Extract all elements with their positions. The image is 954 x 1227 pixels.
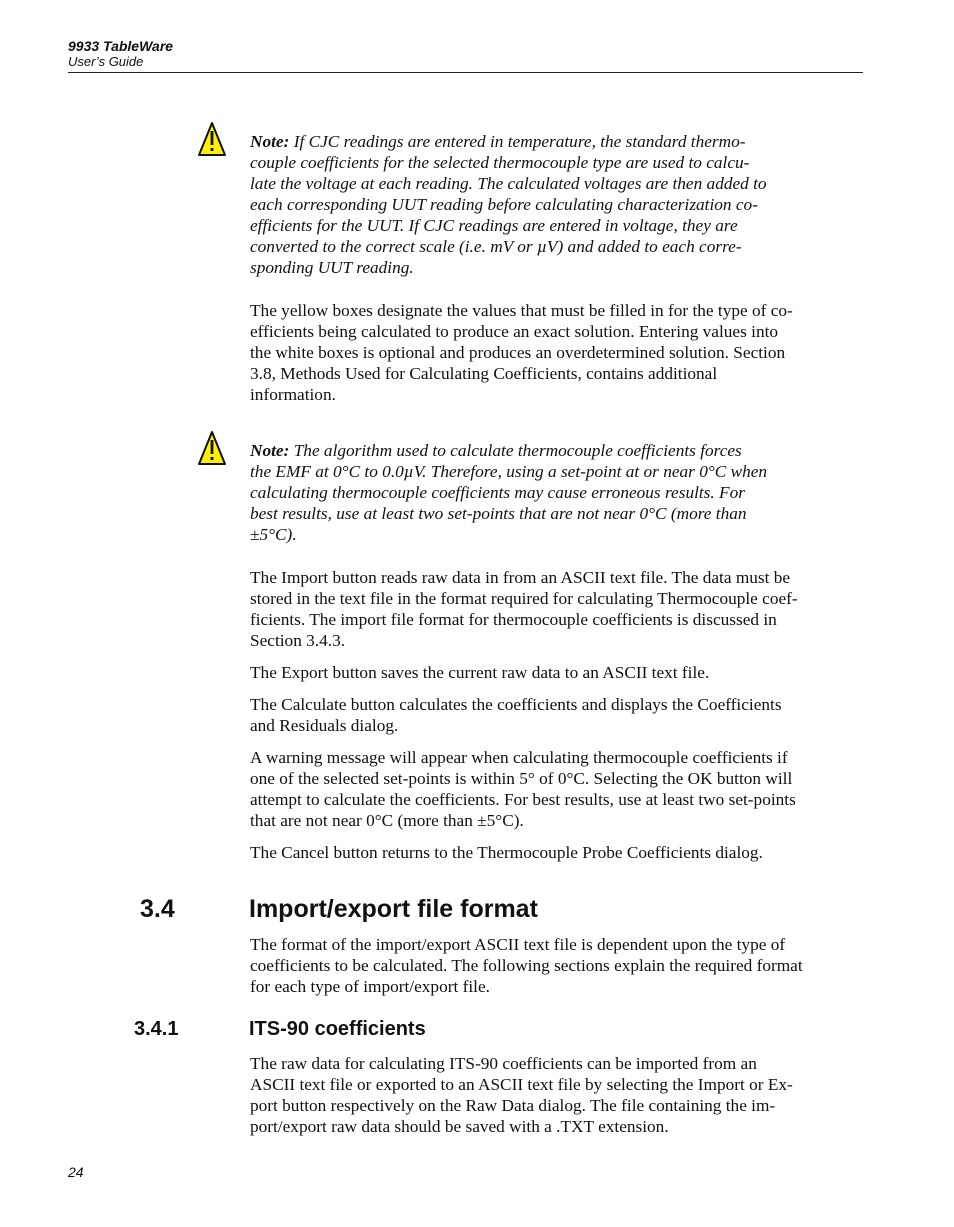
text-line: the white boxes is optional and produces an overdetermined solution. Section	[250, 343, 786, 362]
note-cjc	[250, 131, 830, 278]
warning-triangle-icon	[197, 120, 241, 160]
text-line: attempt to calculate the coefficients. For best results, use at least two set-points	[250, 790, 796, 809]
subsection-title: ITS-90 coefficients	[249, 1018, 426, 1040]
warning-triangle-icon	[197, 429, 241, 469]
note-line: best results, use at least two set-points that are not near 0°C (more than	[250, 504, 747, 523]
text-line: coefficients to be calculated. The following sections explain the required format	[250, 956, 803, 975]
text-line: for each type of import/export file.	[250, 977, 490, 996]
text-line: port/export raw data should be saved with a .TXT extension.	[250, 1117, 669, 1136]
text-line: The raw data for calculating ITS-90 coefficients can be imported from an	[250, 1054, 757, 1073]
text-line: ficients. The import file format for thermocouple coefficients is discussed in	[250, 610, 777, 629]
section-number: 3.4	[140, 895, 175, 923]
text-line: The Import button reads raw data in from an ASCII text file. The data must be	[250, 568, 791, 587]
text-line: that are not near 0°C (more than ±5°C).	[250, 811, 524, 830]
text-line: Section 3.4.3.	[250, 631, 346, 650]
paragraph-cancel-button	[250, 842, 763, 863]
paragraph-export-button	[250, 662, 709, 683]
paragraph-its90	[250, 1053, 793, 1137]
text-line: stored in the text file in the format required for calculating Thermocouple coef-	[250, 589, 798, 608]
note-line: If CJC readings are entered in temperature, the standard thermo-	[293, 132, 746, 151]
subsection-number: 3.4.1	[134, 1018, 179, 1040]
text-line: efficients being calculated to produce an exact solution. Entering values into	[250, 322, 779, 341]
note-line: the EMF at 0°C to 0.0µV. Therefore, using a set-point at or near 0°C when	[250, 462, 768, 481]
text-line: The yellow boxes designate the values that must be filled in for the type of co-	[250, 301, 793, 320]
note-line: converted to the correct scale (i.e. mV or µV) and added to each corre-	[250, 237, 742, 256]
paragraph-file-format	[250, 934, 803, 997]
text-line: port button respectively on the Raw Data dialog. The file containing the im-	[250, 1096, 776, 1115]
note-line: calculating thermocouple coefficients may cause erroneous results. For	[250, 483, 745, 502]
guide-subtitle: User’s Guide	[68, 54, 144, 69]
note-line: ±5°C).	[250, 525, 297, 544]
paragraph-import-button	[250, 567, 798, 651]
page-number: 24	[68, 1164, 84, 1180]
page-header	[68, 38, 863, 69]
text-line: The Cancel button returns to the Thermocouple Probe Coefficients dialog.	[250, 843, 763, 862]
product-title: 9933 TableWare	[68, 38, 174, 54]
header-rule	[68, 72, 863, 73]
note-line: late the voltage at each reading. The calculated voltages are then added to	[250, 174, 767, 193]
text-line: The format of the import/export ASCII text file is dependent upon the type of	[250, 935, 786, 954]
text-line: information.	[250, 385, 336, 404]
note-line: sponding UUT reading.	[250, 258, 414, 277]
text-line: The Calculate button calculates the coefficients and displays the Coefficients	[250, 695, 782, 714]
text-line: The Export button saves the current raw data to an ASCII text file.	[250, 663, 710, 682]
note-line: couple coefficients for the selected thermocouple type are used to calcu-	[250, 153, 750, 172]
note-algorithm	[250, 440, 830, 545]
paragraph-calculate-button	[250, 694, 782, 736]
note-label: Note:	[250, 441, 290, 460]
text-line: and Residuals dialog.	[250, 716, 399, 735]
text-line: A warning message will appear when calculating thermocouple coefficients if	[250, 748, 788, 767]
text-line: ASCII text file or exported to an ASCII text file by selecting the Import or Ex-	[250, 1075, 793, 1094]
text-line: one of the selected set-points is within 5° of 0°C. Selecting the OK button will	[250, 769, 793, 788]
note-line: efficients for the UUT. If CJC readings are entered in voltage, they are	[250, 216, 738, 235]
text-line: 3.8, Methods Used for Calculating Coefficients, contains additional	[250, 364, 718, 383]
paragraph-warning-message	[250, 747, 796, 831]
paragraph-yellow-boxes	[250, 300, 793, 405]
note-label: Note:	[250, 132, 290, 151]
note-line: each corresponding UUT reading before calculating characterization co-	[250, 195, 758, 214]
note-line: The algorithm used to calculate thermocouple coefficients forces	[293, 441, 742, 460]
section-title: Import/export file format	[249, 895, 538, 923]
